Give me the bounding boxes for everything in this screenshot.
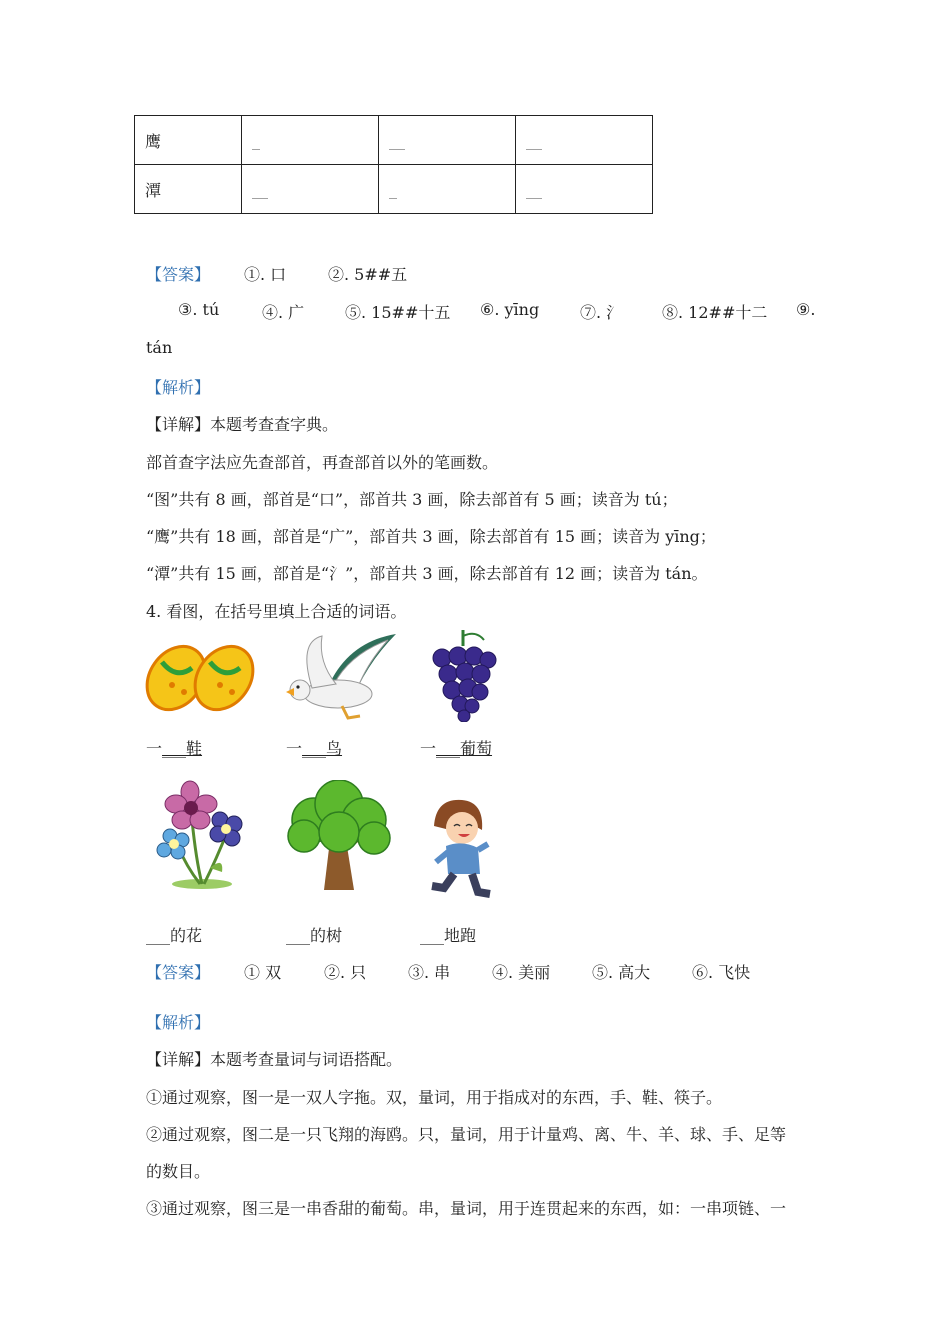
blank-text: ___ (162, 739, 187, 758)
table-cell: __ (516, 116, 653, 165)
answer-item: ① 双 (244, 963, 282, 982)
fill-blank-tree (286, 923, 342, 946)
flowers-image (150, 780, 250, 890)
answer-item: ①. 口 (244, 265, 287, 284)
word-text: 地跑 (444, 926, 477, 945)
analysis-label: 【解析】 (146, 378, 211, 397)
answer-item: ③. tú (178, 300, 220, 319)
detail-heading: 【详解】本题考查查字典。 (146, 415, 339, 434)
answer-item: ⑥. 飞快 (692, 963, 751, 982)
table-cell: __ (516, 165, 653, 214)
grapes-image (428, 628, 498, 722)
running-girl-image (426, 796, 496, 902)
word-text: 葡萄 (460, 739, 493, 758)
fill-blank-shoes (146, 736, 202, 759)
blank-text: ___ (302, 739, 327, 758)
blank-line[interactable] (302, 739, 342, 758)
tree-image (284, 780, 394, 894)
blank-line[interactable] (162, 739, 202, 758)
question-title: 4. 看图，在括号里填上合适的词语。 (146, 602, 407, 621)
explanation-line: “图”共有 8 画，部首是“口”，部首共 3 画，除去部首有 5 画；读音为 tú； (146, 490, 678, 509)
table-cell: _ (379, 165, 516, 214)
answer-item: ⑥. yīng (480, 300, 540, 319)
fill-blank-flowers (146, 923, 202, 946)
analysis-label: 【解析】 (146, 1013, 211, 1032)
answer-item: ⑧. 12##十二 (662, 303, 768, 322)
explanation-line: ②通过观察，图二是一只飞翔的海鸥。只，量词，用于计量鸡、离、牛、羊、球、手、足等 (146, 1125, 787, 1144)
table-cell: __ (379, 116, 516, 165)
flip-flops-image (144, 640, 262, 715)
table-cell: __ (242, 165, 379, 214)
table-cell-char: 潭 (135, 165, 242, 214)
answer-item: ③. 串 (408, 963, 451, 982)
answer-item: ④. 美丽 (492, 963, 551, 982)
dictionary-table (134, 115, 653, 214)
explanation-line: ③通过观察，图三是一串香甜的葡萄。串，量词，用于连贯起来的东西，如：一串项链、一 (146, 1199, 787, 1218)
blank-text[interactable]: ___ (146, 926, 170, 945)
answer-item: ④. 广 (262, 303, 305, 322)
explanation-line: 部首查字法应先查部首，再查部首以外的笔画数。 (146, 453, 499, 472)
answer-label: 【答案】 (146, 963, 211, 982)
explanation-line: ①通过观察，图一是一双人字拖。双，量词，用于指成对的东西，手、鞋、筷子。 (146, 1088, 723, 1107)
blank-text[interactable]: ___ (420, 926, 444, 945)
prefix-text: 一 (146, 739, 163, 758)
blank-text[interactable]: ___ (286, 926, 310, 945)
fill-blank-run (420, 923, 476, 946)
answer-item: ⑤. 高大 (592, 963, 651, 982)
answer-item: ②. 只 (324, 963, 367, 982)
prefix-text: 一 (420, 739, 437, 758)
word-text: 鸟 (326, 739, 343, 758)
detail-heading: 【详解】本题考查量词与词语搭配。 (146, 1050, 403, 1069)
table-row (135, 165, 653, 214)
table-cell: _ (242, 116, 379, 165)
blank-line[interactable] (436, 739, 492, 758)
table-cell-char: 鹰 (135, 116, 242, 165)
answer-item: tán (146, 338, 173, 357)
prefix-text: 一 (286, 739, 303, 758)
blank-text: ___ (436, 739, 461, 758)
answer-item: ⑨. (796, 300, 816, 319)
answer-item: ⑤. 15##十五 (345, 303, 451, 322)
word-text: 鞋 (186, 739, 203, 758)
answer-label: 【答案】 (146, 265, 211, 284)
fill-blank-bird (286, 736, 342, 759)
word-text: 的树 (310, 926, 343, 945)
explanation-line: 的数目。 (146, 1162, 211, 1181)
answer-item: ②. 5##五 (328, 265, 408, 284)
word-text: 的花 (170, 926, 203, 945)
seagull-image (278, 632, 400, 722)
fill-blank-grapes (420, 736, 492, 759)
explanation-line: “鹰”共有 18 画，部首是“广”，部首共 3 画，除去部首有 15 画；读音为 yīng； (146, 527, 716, 546)
table-row (135, 116, 653, 165)
answer-item: ⑦. 氵 (580, 303, 623, 322)
explanation-line: “潭”共有 15 画，部首是“氵”，部首共 3 画，除去部首有 12 画；读音为 tán。 (146, 564, 708, 583)
